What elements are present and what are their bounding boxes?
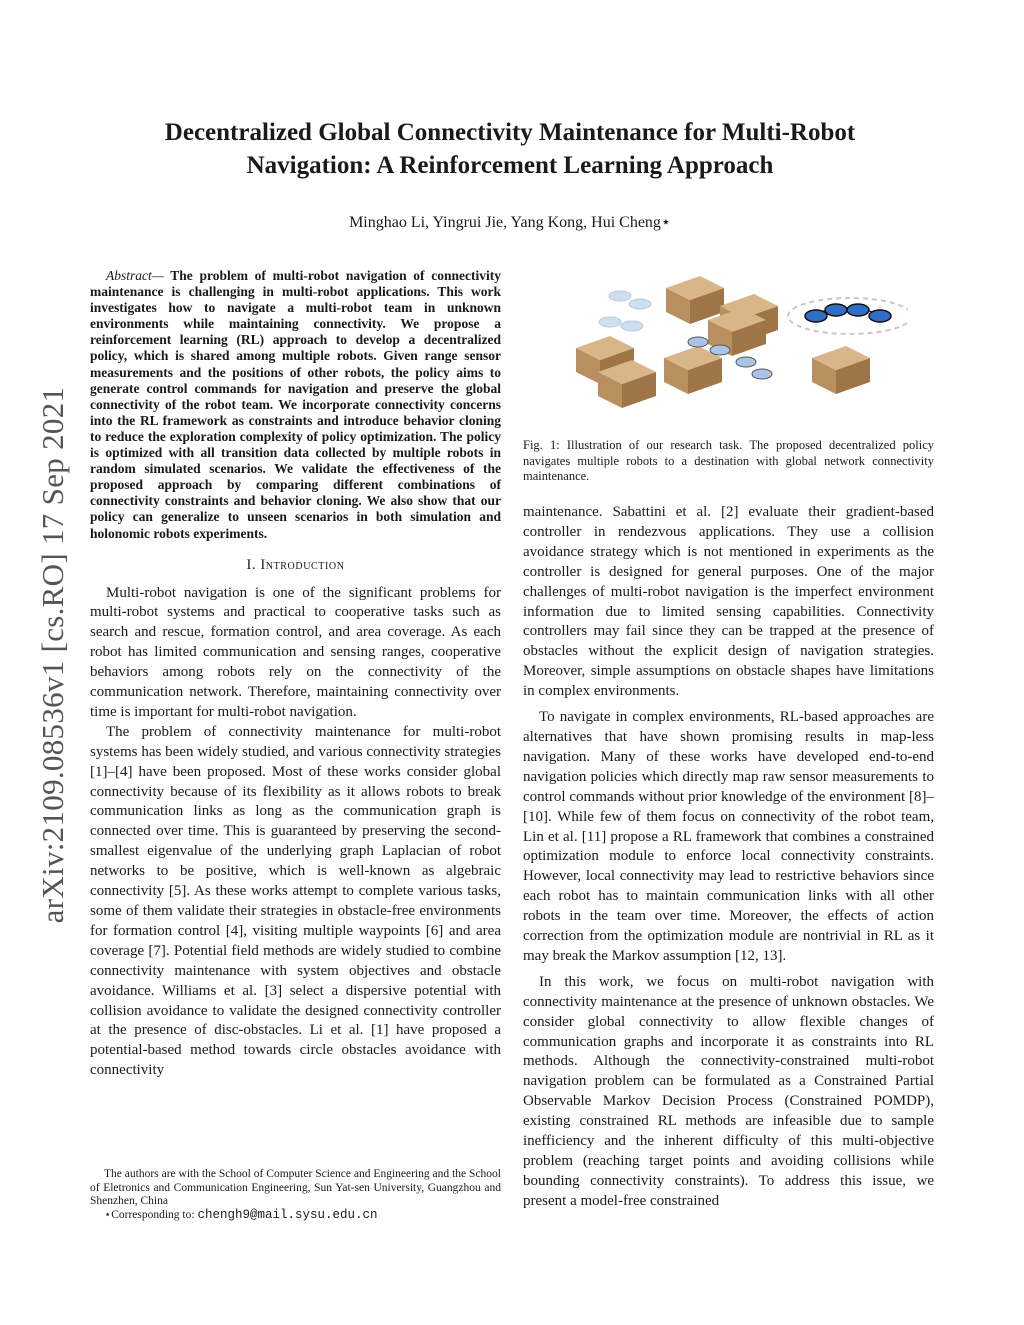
corresponding-label: ⋆Corresponding to:	[104, 1208, 198, 1221]
author-list: Minghao Li, Yingrui Jie, Yang Kong, Hui Cheng⋆	[349, 214, 671, 231]
abstract	[90, 268, 501, 542]
intro-paragraph-2: The problem of connectivity maintenance for multi-robot systems has been widely studied, and various connectivity strategies [1]–[4] have been proposed. Most of these works consider global connectivity because of its flexibility as it allows robots to break communication links as long as the communication graph is connected over time. This is guaranteed by preserving the second-smallest eigenvalue of the underlying graph Laplacian of robot networks to be positive, which is well-known as algebraic connectivity [5]. As these works attempt to complete various tasks, some of them validate their strategies in obstacle-free environments for formation control [4], visiting multiple waypoints [6] and area coverage [7]. Potential field methods are widely studied to combine connectivity maintenance with system objectives and obstacle avoidance. Williams et al. [3] select a dispersive potential with collision avoidance to validate the designed connectivity controller at the presence of disc-obstacles. Li et al. [1] have proposed a potential-based method towards circle obstacles avoidance with connectivity	[90, 723, 501, 1079]
footnote-affiliation: The authors are with the School of Computer Science and Engineering and the School of Eletronics and Communication Engineering, Sun Yat-sen University, Guangzhou and Shenzhen, China	[90, 1168, 501, 1208]
obstacle-box	[812, 346, 870, 394]
robot	[688, 337, 708, 347]
paper-title	[110, 116, 910, 182]
obstacle-box	[666, 276, 724, 324]
faded-robot	[609, 291, 631, 301]
figure-1-illustration	[568, 268, 908, 428]
faded-robot	[621, 321, 643, 331]
footnote-corresponding	[90, 1209, 501, 1223]
right-paragraph-3: In this work, we focus on multi-robot navigation with connectivity maintenance at the presence of unknown obstacles. We consider global connectivity to allow flexible changes of communication graphs and incorporate it as constraints into RL methods. Although the connectivity-constrained multi-robot navigation problem can be formulated as a Constrained Partial Observable Markov Decision Process (Constrained POMDP), existing constrained RL methods are infeasible due to sample inefficiency and the inherent difficulty of this multi-objective problem (reaching target points and avoiding collisions while bounding connectivity constraints). To address this issue, we present a model-free constrained	[523, 973, 934, 1209]
left-column	[90, 268, 501, 1081]
active-robot	[869, 310, 891, 322]
abstract-label: Abstract	[106, 268, 152, 283]
footnote	[90, 1168, 501, 1222]
arxiv-sidebar-stamp	[28, 360, 78, 950]
title-line-1: Decentralized Global Connectivity Maintenance for Multi-Robot	[164, 119, 856, 146]
active-robot	[847, 304, 869, 316]
right-paragraph-2: To navigate in complex environments, RL-based approaches are alternatives that have shown promising results in map-less navigation. Many of these works have developed end-to-end navigation policies which directly map raw sensor measurements to control commands without prior knowledge of the environment [8]–[10]. While few of them focus on connectivity of the robot team, Lin et al. [11] propose a RL framework that combines a constrained optimization module to enforce local connectivity constraints. However, local connectivity may lead to restrictive behaviors since each robot has to maintain communication links with all other robots in the team over time. Moreover, the effects of action correction from the optimization module are nontrivial in RL as it may break the Markov assumption [12, 13].	[523, 709, 934, 964]
right-paragraph-1: maintenance. Sabattini et al. [2] evaluate their gradient-based controller in rendezvous applications. They use a collision avoidance strategy which is not mentioned in experiments as the controller is designed for general purposes. One of the major challenges of multi-robot navigation is the imperfect environment information due to limited sensing capabilities. Connectivity controllers may fail since they can be trapped at the presence of obstacles without the explicit design of navigation strategies. Moreover, simple assumptions on obstacle shapes have limitations in complex environments.	[523, 504, 934, 700]
active-robot	[805, 310, 827, 322]
arxiv-identifier: arXiv:2109.08536v1 [cs.RO] 17 Sep 2021	[35, 386, 70, 924]
target-robot-team	[788, 298, 908, 334]
title-line-2: Navigation: A Reinforcement Learning Approach	[246, 152, 774, 179]
robot	[710, 345, 730, 355]
corresponding-email[interactable]: chengh9@mail.sysu.edu.cn	[197, 1207, 378, 1222]
section-heading-introduction: I. Introduction	[246, 556, 345, 573]
abstract-text: The problem of multi-robot navigation of connectivity maintenance is challenging in multi-robot applications. This work investigates how to navigate a multi-robot team in unknown environments while maintaining connectivity. We propose a reinforcement learning (RL) approach to develop a decentralized policy, which is shared among multiple robots. Given range sensor measurements and the positions of other robots, the policy aims to generate control commands for navigation and preserve the global connectivity of the robot team. We incorporate connectivity concerns into the RL framework as constraints and introduce behavior cloning to reduce the exploration complexity of policy optimization. The policy is optimized with all transition data collected by multiple robots in random simulated scenarios. We validate the effectiveness of the proposed approach by comparing different combinations of connectivity constraints and behavior cloning. We also show that our policy can generalize to unseen scenarios in both simulation and holonomic robots experiments.	[90, 268, 501, 541]
figure-1-caption: Fig. 1: Illustration of our research task. The proposed decentralized policy navigates multiple robots to a destination with global network connectivity maintenance.	[523, 438, 934, 483]
robot	[736, 357, 756, 367]
faded-robot-team	[599, 291, 651, 331]
active-robot	[825, 304, 847, 316]
abstract-dash: —	[151, 268, 164, 283]
robot	[752, 369, 772, 379]
faded-robot	[599, 317, 621, 327]
faded-robot	[629, 299, 651, 309]
intro-paragraph-1: Multi-robot navigation is one of the significant problems for multi-robot systems and practical to cooperative tasks such as search and rescue, formation control, and area coverage. As each robot has limited communication and sensing ranges, cooperative behaviors among robots rely on the connectivity of the communication network. Therefore, maintaining connectivity over time is important for multi-robot navigation.	[90, 584, 501, 720]
right-column	[523, 503, 934, 1212]
